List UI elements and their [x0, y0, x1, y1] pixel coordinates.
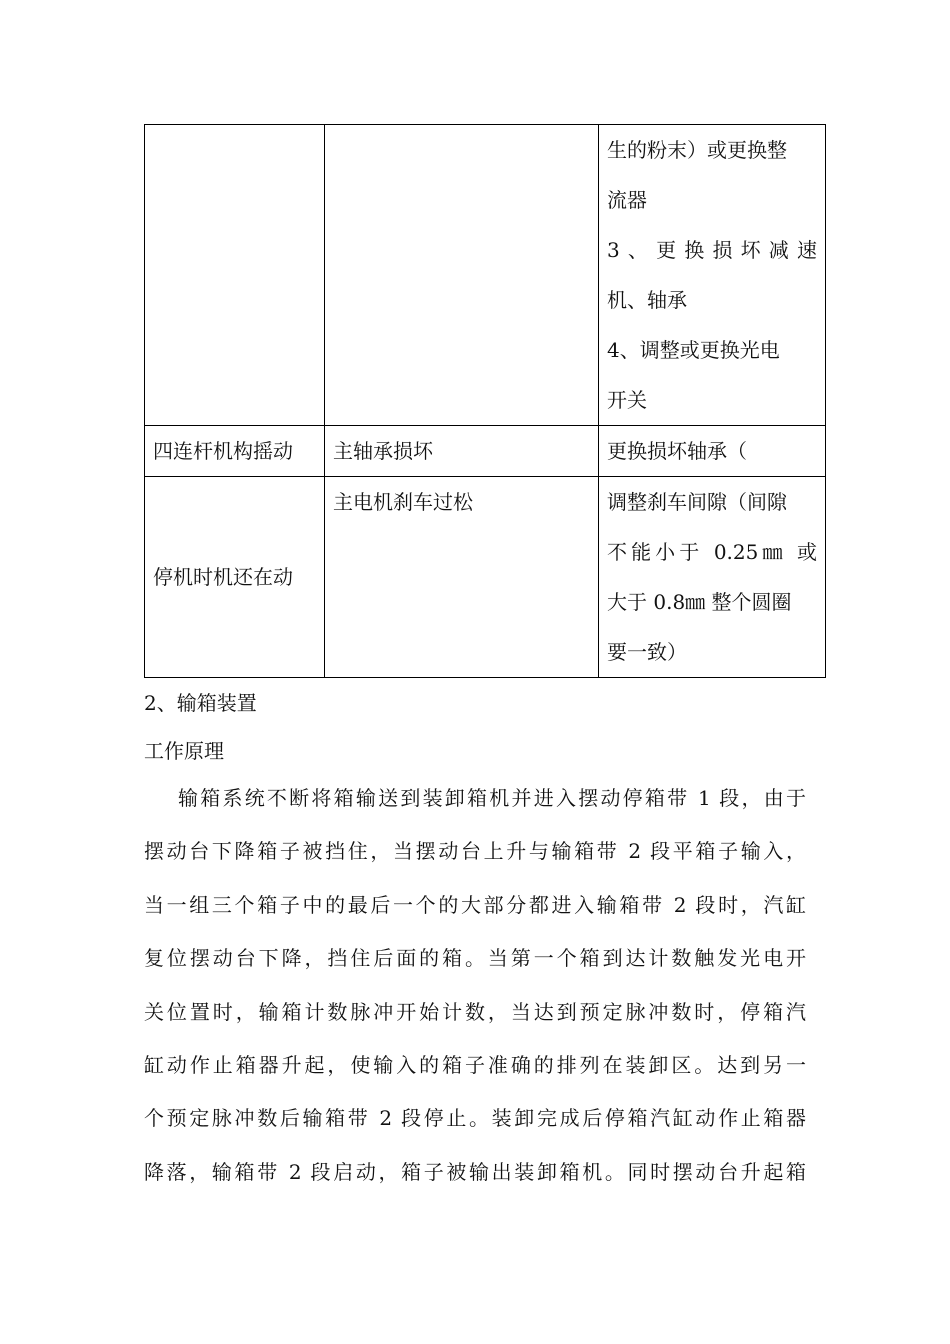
remedy-line: 生的粉末）或更换整: [607, 138, 787, 162]
paragraph-line: 输箱系统不断将箱输送到装卸箱机并进入摆动停箱带 1 段，由于: [178, 786, 806, 810]
remedy-line: 要一致）: [607, 640, 687, 664]
remedy-line: 更换损坏轴承（: [607, 439, 747, 463]
paragraph-line: 摆动台下降箱子被挡住，当摆动台上升与输箱带 2 段平箱子输入，: [144, 839, 806, 864]
remedy-cell: [599, 477, 826, 678]
paragraph-line: 关位置时，输箱计数脉冲开始计数，当达到预定脉冲数时，停箱汽: [144, 999, 806, 1024]
remedy-line: 3、更换损坏减速: [607, 238, 817, 262]
cause-cell: 主电机刹车过松: [325, 477, 599, 678]
remedy-cell: [599, 426, 826, 477]
cause-cell: 主轴承损坏: [325, 426, 599, 477]
remedy-line: 流器: [607, 188, 647, 212]
remedy-cell: [599, 125, 826, 426]
table-row: [145, 125, 826, 426]
remedy-line: 机、轴承: [607, 288, 687, 312]
section-subheading: 工作原理: [144, 739, 224, 763]
table-row: [145, 477, 826, 678]
paragraph-line: 降落，输箱带 2 段启动，箱子被输出装卸箱机。同时摆动台升起箱: [144, 1159, 806, 1184]
cause-cell: [325, 125, 599, 426]
paragraph-line: 个预定脉冲数后输箱带 2 段停止。装卸完成后停箱汽缸动作止箱器: [144, 1106, 806, 1131]
remedy-line: 开关: [607, 388, 647, 412]
body-paragraph: [144, 772, 806, 1199]
fault-cell: 停机时机还在动: [145, 477, 325, 678]
remedy-line: 不能小于 0.25㎜ 或: [607, 540, 817, 564]
remedy-line: 调整刹车间隙（间隙: [607, 490, 787, 514]
remedy-line: 大于 0.8㎜ 整个圆圈: [607, 590, 792, 614]
paragraph-line: 复位摆动台下降，挡住后面的箱。当第一个箱到达计数触发光电开: [144, 946, 806, 971]
remedy-line: 4、调整或更换光电: [607, 338, 780, 362]
table-row: [145, 426, 826, 477]
fault-cell: 四连杆机构摇动: [145, 426, 325, 477]
paragraph-line: 缸动作止箱器升起，使输入的箱子准确的排列在装卸区。达到另一: [144, 1053, 806, 1078]
fault-cell: [145, 125, 325, 426]
fault-table: [144, 124, 826, 678]
section-heading: 2、输箱装置: [144, 691, 257, 715]
paragraph-line: 当一组三个箱子中的最后一个的大部分都进入输箱带 2 段时，汽缸: [144, 892, 806, 917]
